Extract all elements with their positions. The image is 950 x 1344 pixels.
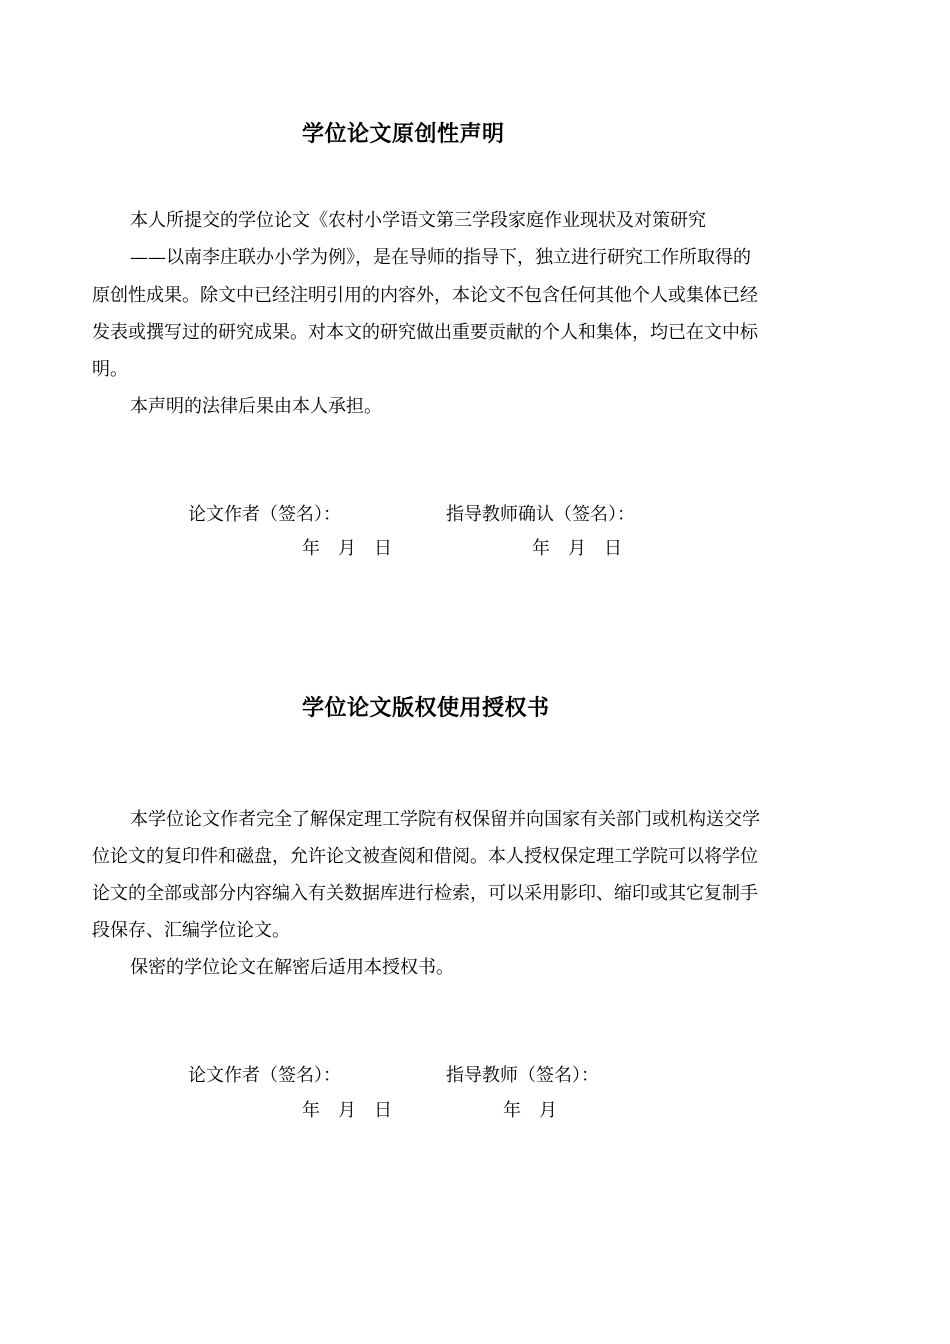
declaration-para1-line4: 发表或撰写过的研究成果。对本文的研究做出重要贡献的个人和集体，均已在文中标	[92, 322, 758, 343]
declaration-author-date: 年 月 日	[302, 538, 392, 559]
declaration-para1-line3: 原创性成果。除文中已经注明引用的内容外，本论文不包含任何其他个人或集体已经	[92, 285, 758, 306]
declaration-advisor-date: 年 月 日	[532, 538, 622, 559]
authorization-para1-line2: 位论文的复印件和磁盘，允许论文被查阅和借阅。本人授权保定理工学院可以将学位	[92, 846, 758, 867]
declaration-author-signature-label: 论文作者（签名）：	[188, 504, 341, 525]
declaration-title: 学位论文原创性声明	[302, 122, 505, 147]
authorization-para1-line1: 本学位论文作者完全了解保定理工学院有权保留并向国家有关部门或机构送交学	[130, 809, 760, 830]
declaration-para1-line2: ——以南李庄联办小学为例》，是在导师的指导下，独立进行研究工作所取得的	[130, 247, 751, 268]
authorization-para1-line3: 论文的全部或部分内容编入有关数据库进行检索，可以采用影印、缩印或其它复制手	[92, 883, 758, 904]
declaration-para1-line1: 本人所提交的学位论文《农村小学语文第三学段家庭作业现状及对策研究	[130, 210, 706, 231]
authorization-author-signature-label: 论文作者（签名）：	[188, 1065, 341, 1086]
authorization-author-date: 年 月 日	[302, 1100, 392, 1121]
authorization-advisor-signature-label: 指导教师（签名）：	[446, 1065, 599, 1086]
authorization-para1-line4: 段保存、汇编学位论文。	[92, 920, 290, 941]
declaration-para1-line5: 明。	[92, 359, 128, 380]
authorization-title: 学位论文版权使用授权书	[302, 696, 550, 721]
authorization-advisor-date: 年 月	[503, 1100, 557, 1121]
declaration-para2: 本声明的法律后果由本人承担。	[130, 396, 382, 417]
declaration-advisor-signature-label: 指导教师确认（签名）：	[446, 504, 635, 525]
authorization-para2: 保密的学位论文在解密后适用本授权书。	[130, 957, 454, 978]
